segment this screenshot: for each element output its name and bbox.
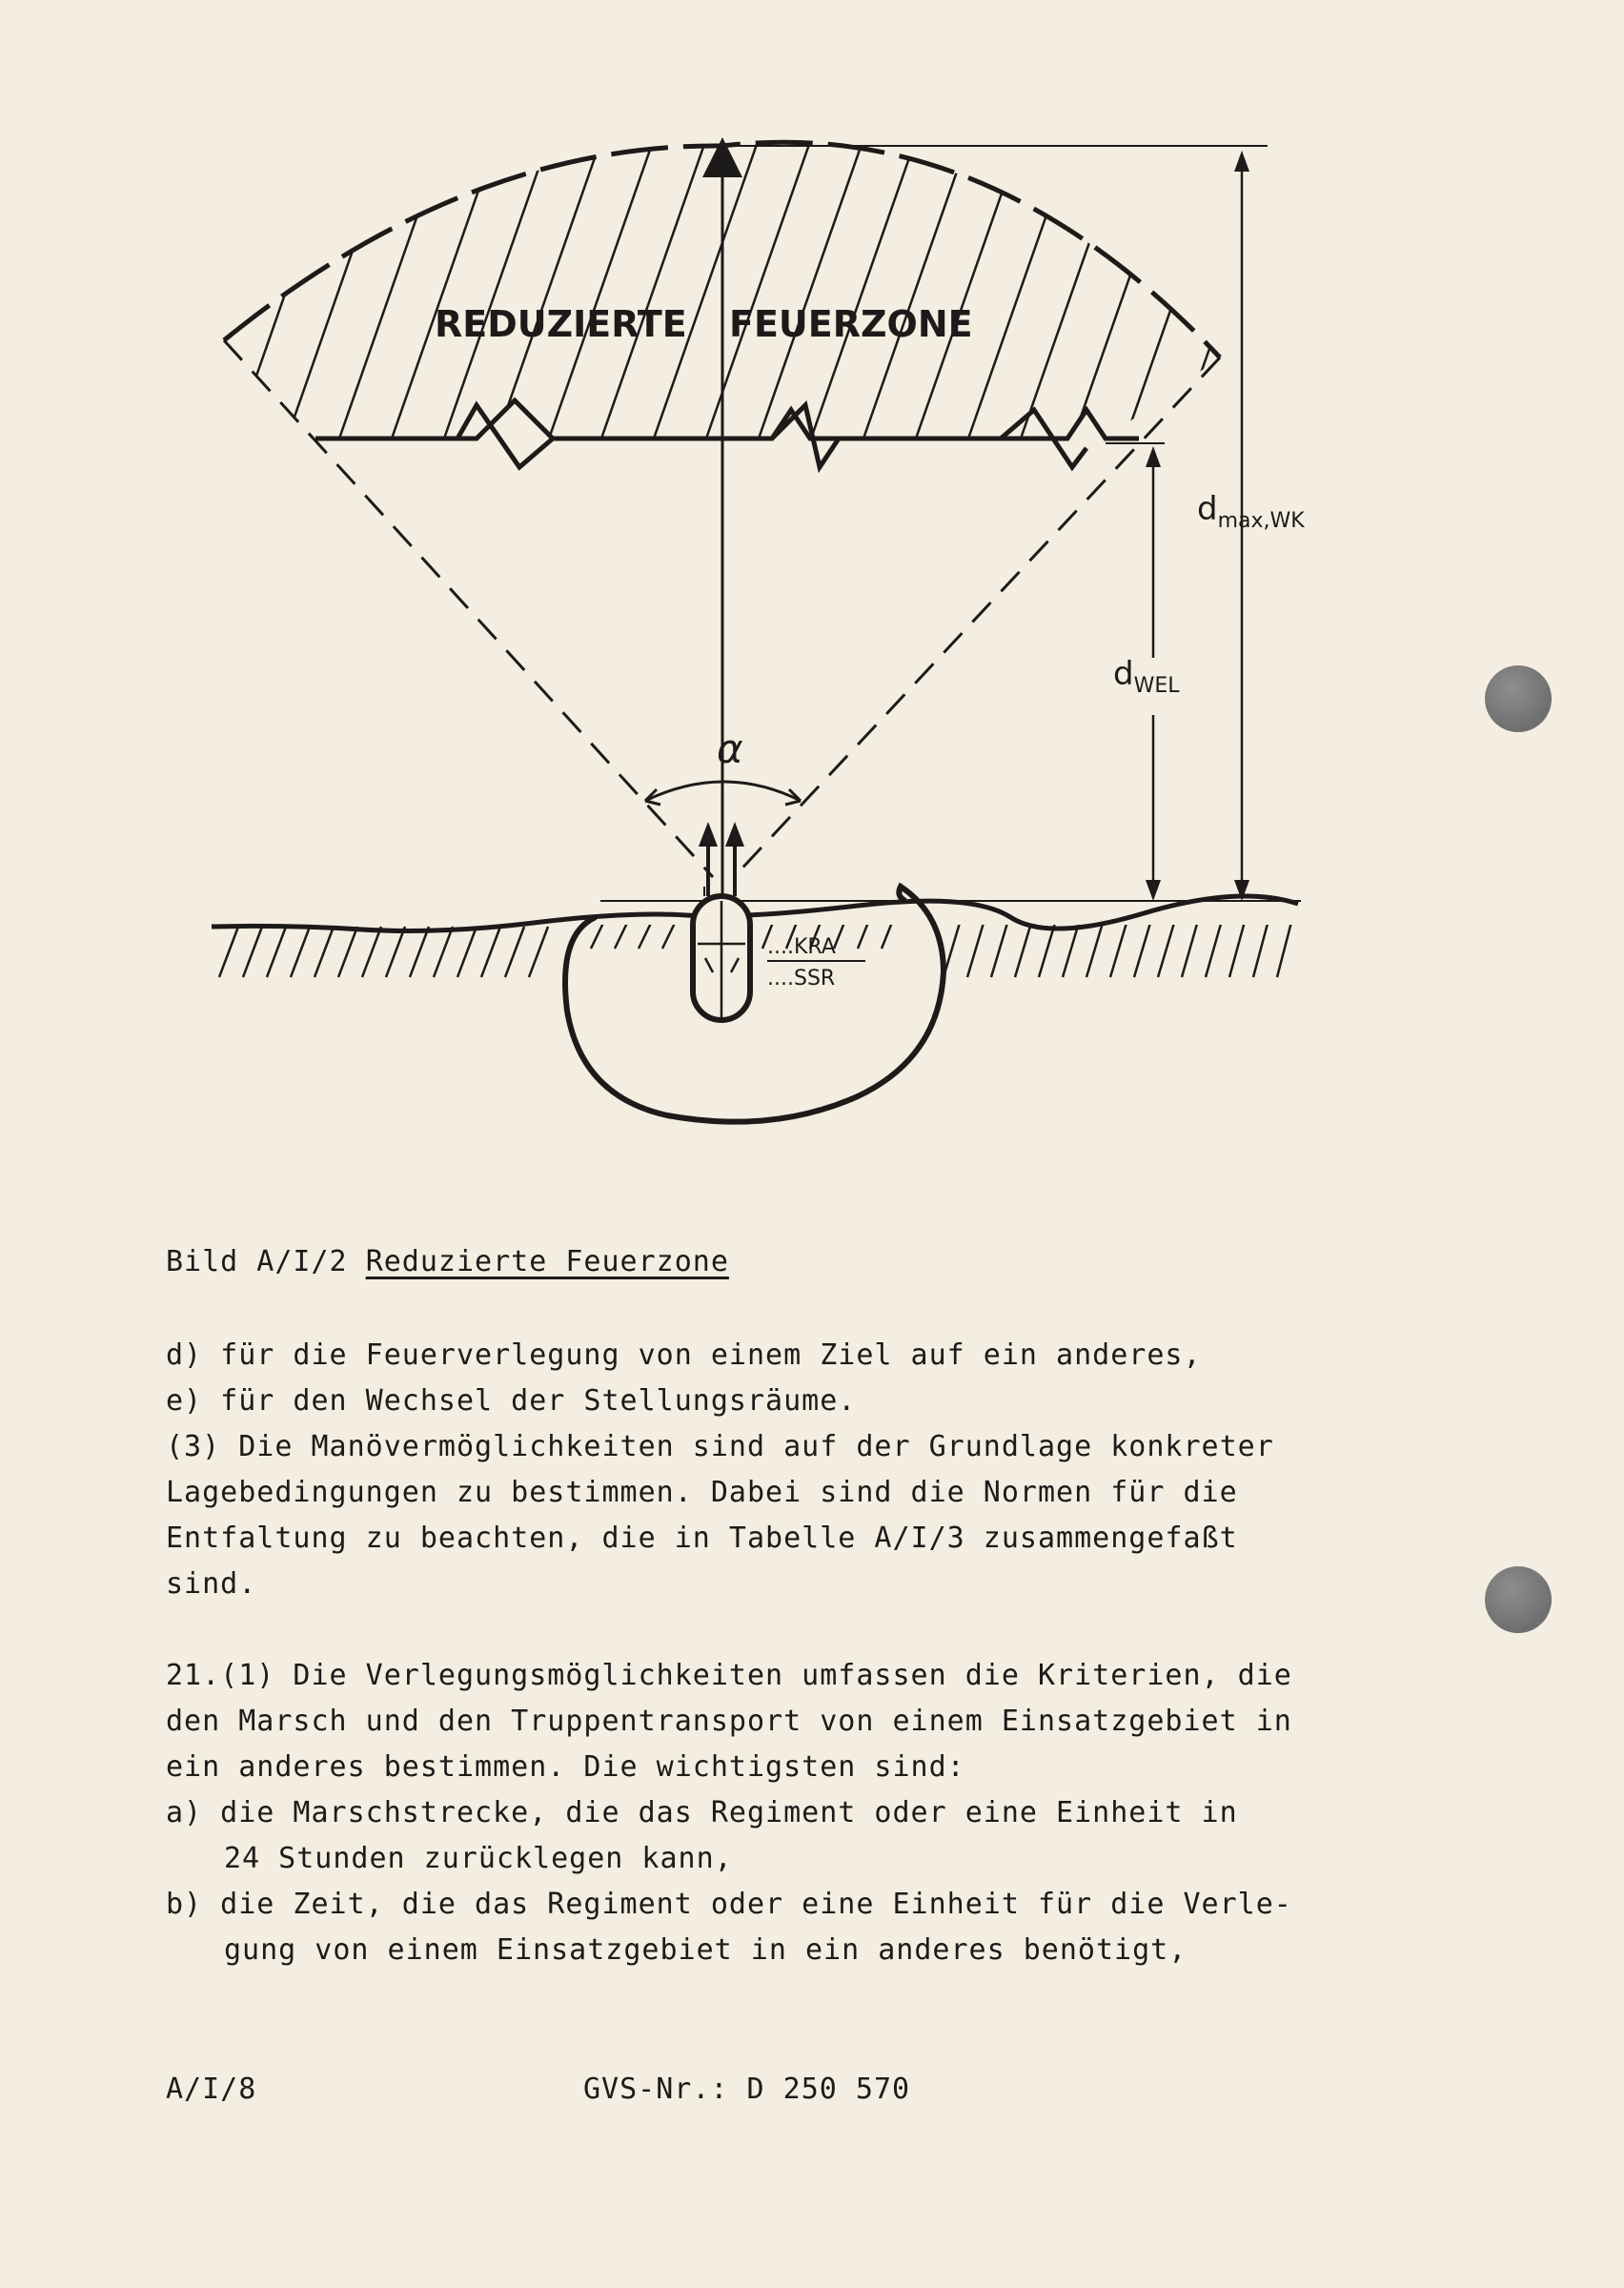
footer-doc-number: GVS-Nr.: D 250 570 [583,2073,911,2106]
dmax-label: $d_{max,WK}$ [1197,490,1305,533]
text-line: sind. [166,1567,257,1601]
text-line: ein anderes bestimmen. Die wichtigsten sind: [166,1750,965,1784]
paragraph-1 [166,1333,1274,1607]
zone-label-right: FEUERZONE [729,303,973,345]
launcher-arrow-left [699,822,718,847]
text-line: d) für die Feuerverlegung von einem Ziel auf ein anderes, [166,1338,1202,1372]
dwel-label: $d_{WEL}$ [1113,655,1180,698]
footer-page-ref: A/I/8 [166,2073,257,2106]
text-line: gung von einem Einsatzgebiet in ein anderes benötigt, [224,1933,1188,1967]
text-line: 21.(1) Die Verlegungsmöglichkeiten umfassen die Kriterien, die [166,1659,1292,1692]
ssr-label: ....SSR [767,967,836,991]
angle-label: α [717,725,743,772]
text-line: a) die Marschstrecke, die das Regiment oder eine Einheit in [166,1796,1238,1829]
text-line: 24 Stunden zurücklegen kann, [224,1842,733,1875]
launcher-arrow-right [725,822,744,847]
text-line: b) die Zeit, die das Regiment oder eine Einheit für die Verle- [166,1888,1292,1921]
emplacement-pit [565,887,944,1122]
zone-label-left: REDUZIERTE [435,303,687,345]
caption-prefix: Bild A/I/2 [166,1245,366,1278]
text-line: Lagebedingungen zu bestimmen. Dabei sind die Normen für die [166,1476,1238,1509]
text-line: den Marsch und den Truppentransport von einem Einsatzgebiet in [166,1705,1292,1738]
figure-caption [166,1245,729,1278]
text-line: Entfaltung zu beachten, die in Tabelle A/I/3 zusammengefaßt [166,1522,1238,1555]
punch-hole-top [1485,665,1552,732]
zone-inner-boundary [315,400,1139,439]
kra-label: ....KRA [767,935,836,959]
text-line: (3) Die Manövermöglichkeiten sind auf der Grundlage konkreter [166,1430,1274,1463]
paragraph-2 [166,1653,1292,1973]
text-line: e) für den Wechsel der Stellungsräume. [166,1384,857,1418]
caption-title: Reduzierte Feuerzone [365,1245,729,1278]
punch-hole-bottom [1485,1566,1552,1633]
